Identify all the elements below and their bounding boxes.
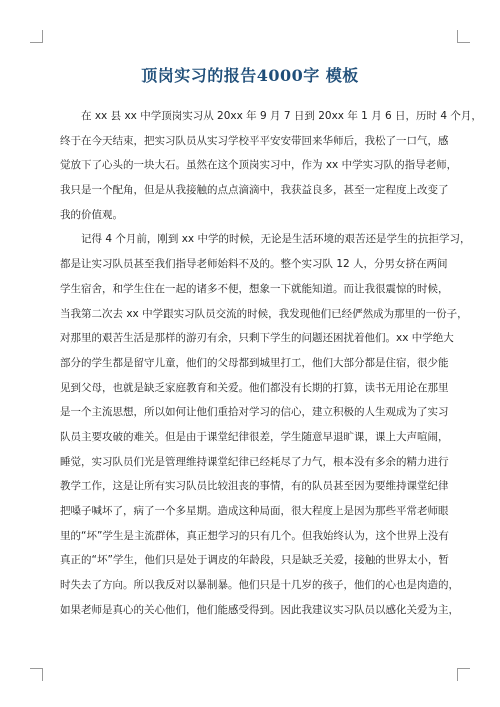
text-line: 学生宿舍，和学生住在一起的诸多不便，想象一下就能知道。而让我很震惊的时候， xyxy=(60,282,449,295)
text-line: 是一个主流思想，所以如何让他们重拾对学习的信心，建立积极的人生观成为了实习 xyxy=(60,406,449,419)
text-line: 对那里的艰苦生活是那样的游刃有余，只剩下学生的问题还困扰着他们。xx 中学绝大 xyxy=(60,332,454,345)
text-line: 终于在今天结束，把实习队员从实习学校平平安安带回来华师后，我松了一口气，感 xyxy=(60,134,449,147)
document-body xyxy=(60,104,482,622)
document-title: 顶岗实习的报告4000字 模板 xyxy=(141,66,359,85)
paragraph xyxy=(60,227,471,622)
text-line: 队员主要攻破的难关。但是由于课堂纪律很差，学生随意早退旷课，课上大声喧闹， xyxy=(60,430,449,443)
text-line: 见到父母，也就是缺乏家庭教育和关爱。他们都没有长期的打算，读书无用论在那里 xyxy=(60,381,449,394)
text-line: 时失去了方向。所以我反对以暴制暴。他们只是十几岁的孩子，他们的心也是肉造的， xyxy=(60,579,459,592)
text-line: 我的价值观。 xyxy=(60,208,123,221)
text-line: 里的“坏”学生是主流群体，真正想学习的只有几个。但我始终认为，这个世界上没有 xyxy=(60,529,449,542)
text-line: 教学工作，这是让所有实习队员比较沮丧的事情，有的队员甚至因为要维持课堂纪律 xyxy=(60,480,449,493)
text-line: 把嗓子喊坏了，病了一个多星期。造成这种局面，很大程度上是因为那些平常老师眼 xyxy=(60,505,449,517)
text-line: 睡觉，实习队员们光是管理维持课堂纪律已经耗尽了力气，根本没有多余的精力进行 xyxy=(60,455,449,468)
text-line: 都是让实习队员甚至我们指导老师始料不及的。整个实习队 12 人，分男女挤在两间 xyxy=(60,258,448,271)
text-line: 在 xx 县 xx 中学顶岗实习从 20xx 年 9 月 7 日到 20xx 年 1 月 6 日，历时 4 个月， xyxy=(81,110,482,122)
text-line: 部分的学生都是留守儿童，他们的父母都到城里打工，他们大部分都是住宿，很少能 xyxy=(60,356,449,369)
text-line: 记得 4 个月前，刚到 xx 中学的时候，无论是生活环境的艰苦还是学生的抗拒学习， xyxy=(81,233,471,246)
text-line: 真正的“坏”学生，他们只是处于调皮的年龄段，只是缺乏关爱，接触的世界太小，暂 xyxy=(60,554,449,567)
text-line: 如果老师是真心的关心他们，他们能感受得到。因此我建议实习队员以感化关爱为主， xyxy=(60,603,459,616)
text-line: 我只是一个配角，但是从我接触的点点滴滴中，我获益良多，甚至一定程度上改变了 xyxy=(60,184,449,197)
text-line: 当我第二次去 xx 中学跟实习队员交流的时候，我发现他们已经俨然成为那里的一份子， xyxy=(60,307,468,320)
paragraph xyxy=(60,104,482,227)
crop-mark-bottom-right xyxy=(457,668,470,681)
crop-mark-top-right xyxy=(457,30,470,43)
crop-mark-bottom-left xyxy=(30,668,43,681)
crop-mark-top-left xyxy=(30,30,43,43)
text-line: 觉放下了心头的一块大石。虽然在这个顶岗实习中，作为 xx 中学实习队的指导老师， xyxy=(60,159,458,172)
